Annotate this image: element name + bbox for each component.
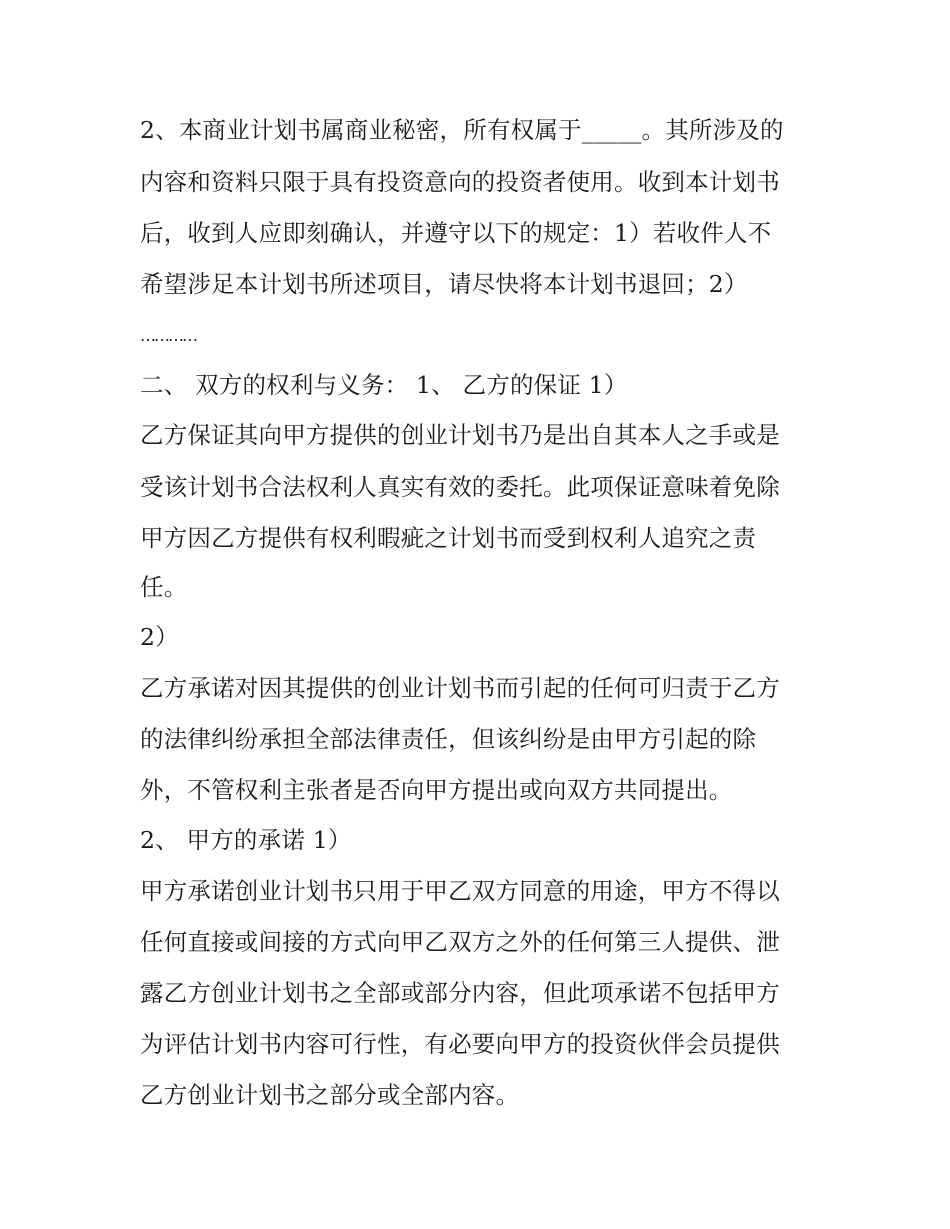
paragraph-line: 后，收到人应即刻确认，并遵守以下的规定：1）若收件人不 — [140, 219, 772, 247]
section-heading: 二、 双方的权利与义务： 1、 乙方的保证 1） — [140, 371, 628, 399]
section-heading: 2、 甲方的承诺 1） — [140, 826, 352, 854]
paragraph-line: 甲方承诺创业计划书只用于甲乙双方同意的用途，甲方不得以 — [140, 877, 780, 905]
paragraph-line: 露乙方创业计划书之全部或部分内容，但此项承诺不包括甲方 — [140, 979, 780, 1007]
item-number: 2） — [140, 623, 179, 651]
paragraph-line: 乙方创业计划书之部分或全部内容。 — [140, 1081, 520, 1109]
paragraph-line: 甲方因乙方提供有权利暇疵之计划书而受到权利人追究之责 — [140, 524, 757, 552]
ellipsis-line: ………… — [140, 326, 196, 345]
paragraph-line: 希望涉足本计划书所述项目，请尽快将本计划书退回；2） — [140, 270, 748, 298]
paragraph-line: 乙方保证其向甲方提供的创业计划书乃是出自其本人之手或是 — [140, 421, 780, 449]
paragraph-line: 2、本商业计划书属商业秘密，所有权属于_____。其所涉及的 — [140, 116, 784, 144]
paragraph-line: 乙方承诺对因其提供的创业计划书而引起的任何可归责于乙方 — [140, 674, 780, 702]
paragraph-line: 任。 — [140, 573, 188, 601]
paragraph-line: 外，不管权利主张者是否向甲方提出或向双方共同提出。 — [140, 776, 733, 804]
paragraph-line: 内容和资料只限于具有投资意向的投资者使用。收到本计划书 — [140, 168, 780, 196]
paragraph-line: 受该计划书合法权利人真实有效的委托。此项保证意味着免除 — [140, 473, 780, 501]
paragraph-line: 为评估计划书内容可行性，有必要向甲方的投资伙伴会员提供 — [140, 1030, 780, 1058]
paragraph-line: 任何直接或间接的方式向甲乙双方之外的任何第三人提供、泄 — [140, 928, 780, 956]
paragraph-line: 的法律纠纷承担全部法律责任，但该纠纷是由甲方引起的除 — [140, 725, 757, 753]
